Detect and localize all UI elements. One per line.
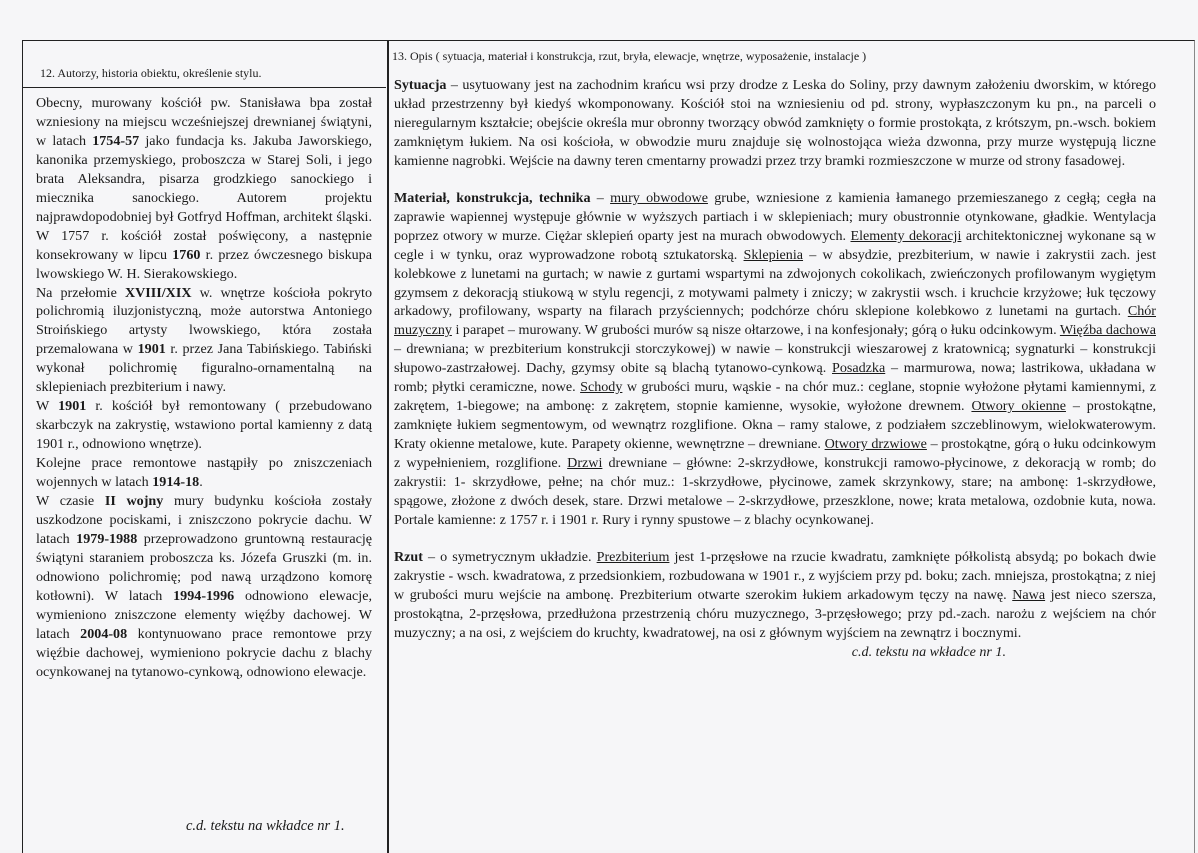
history-paragraph: Obecny, murowany kościół pw. Stanisława bpa został wzniesiony na miejscu wcześniejszej drewnianej świątyni, w latach 1754-57 jako fundacja ks. Jakuba Jaworskiego, kanonika przemyskiego, proboszcza w Starej Soli, i jego brata Aleksandra, pisarza grodzkiego sanockiego i miecznika sanockiego. Autorem projektu najprawdopodobniej był Gotfryd Hoffman, architekt śląski. W 1757 r. kościół został poświęcony, a następnie konsekrowany w lipcu 1760 r. przez ówczesnego biskupa lwowskiego W. H. Sierakowskiego. — [36, 95, 372, 282]
heading-divider — [22, 87, 386, 88]
situation-paragraph: Sytuacja – usytuowany jest na zachodnim krańcu wsi przy drodze z Leska do Soliny, przy dawnym założeniu dworskim, w którego układ przestrzenny był kiedyś wkomponowany. Kościół stoi na wzniesieniu od pd. strony, wypłaszczonym ku pn., na parceli o nieregularnym kształcie; obejście określa mur obronny tworzący obwód zamknięty o formie prostokąta, z krótszym, pn.-wsch. bokiem zamkniętym łukiem. Na osi kościoła, w obwodzie muru znajduje się wolnostojąca wieża dzwonna, przy murze występują liczne kamienne nagrobki. Wejście na dawny teren cmentarny prowadzi przez trzy bramki rozmieszczone w murze od strony fasadowej. — [394, 77, 1156, 169]
continued-note-left: c.d. tekstu na wkładce nr 1. — [186, 818, 345, 834]
section-13-heading: 13. Opis ( sytuacja, materiał i konstrukcja, rzut, bryła, elewacje, wnętrze, wyposażenie, instalacje ) — [392, 49, 867, 63]
material-paragraph: Materiał, konstrukcja, technika – mury obwodowe grube, wzniesione z kamienia łamanego przemieszanego z cegłą; cegła na zaprawie wapiennej występuje głównie w wyższych partiach i w sklepieniach; mury obustronnie otynkowane, gładkie. Wentylacja poprzez otwory w murze. Ciężar sklepień oparty jest na murach obwodowych. Elementy dekoracji architektonicznej wykonane są w cegle i w tynku, oraz wyprowadzone robotą sztukatorską. Sklepienia – w absydzie, prezbiterium, w nawie i zakrystii zach. jest kolebkowe z lunetami na gurtach; w nawie z gurtami wspartymi na zdwojonych cokolikach, zwieńczonych profilowanym wygiętym gzymsem z dekoracją stiukową w stylu regencji, z motywami palmety i zniczy; w zakrystii wsch. i kruchcie krzyżowe; łuk tęczowy arkadowy, profilowany, wsparty na filarach przyściennych; podchórze chóru sklepione kolebkowo z lunetami na gurtach. Chór muzyczny i parapet – murowany. W grubości murów są nisze ołtarzowe, i na konfesjonały; górą o łuku odcinkowym. Więźba dachowa – drewniana; w prezbiterium konstrukcji storczykowej) w nawie – konstrukcji wieszarowej z kratownicą; sygnaturki – konstrukcji słupowo-zastrzałowej. Dachy, gzymsy obite są blachą tytanowo-cynkową. Posadzka – marmurowa, nowa; lastrikowa, układana w romb; płytki ceramiczne, nowe. Schody w grubości muru, wąskie - na chór muz.: ceglane, stopnie wyłożone płytami kamiennymi, z zakrętem, 1-biegowe; na ambonę: z zakrętem, stopnie kamienne, wysokie, wyłożone drewnem. Otwory okienne – prostokątne, zamknięte łukiem segmentowym, od wewnątrz rozglifione. Okna – ramy stalowe, z podziałem szczeblinowym, wielokwaterowym. Kraty okienne metalowe, kute. Parapety okienne, wewnętrzne – drewniane. Otwory drzwiowe – prostokątne, górą o łuku odcinkowym z wypełnieniem, rozglifione. Drzwi drewniane – główne: 2-skrzydłowe, konstrukcji ramowo-płycinowe, z dekoracją w romb; do zakrystii: 1- skrzydłowe, pełne; na chór muz.: 1-skrzydłowe, płycinowe, zamek skrzynkowy, stare; na ambonę: 1-skrzydłowe, spągowe, złożone z dwóch desek, stare. Drzwi metalowe – 2-skrzydłowe, przeszklone, nowe; krata metalowa, ozdobnie kuta, nowa. Portale kamienne: z 1757 r. i 1901 r. Rury i rynny spustowe – z blachy ocynkowanej. — [394, 189, 1157, 528]
history-paragraph: W 1901 r. kościół był remontowany ( przebudowano skarbczyk na zakrystię, wstawiono portal kamienny z datą 1901 r., odnowiono wnętrze). — [36, 398, 372, 453]
section-12-heading: 12. Autorzy, historia obiektu, określenie stylu. — [40, 66, 262, 80]
description-text — [394, 76, 1156, 662]
history-paragraph: Na przełomie XVIII/XIX w. wnętrze kościoła pokryto polichromią iluzjonistyczną, może autorstwa Antoniego Stroińskiego artysty lwowskiego, która została przemalowana w 1901 r. przez Jana Tabińskiego. Tabiński wykonał polichromię figuralno-ornamentalną na sklepieniach prezbiterium i nawy. — [36, 284, 373, 396]
history-text — [36, 94, 372, 682]
history-paragraph: Kolejne prace remontowe nastąpiły po zniszczeniach wojennych w latach 1914-18. — [36, 455, 372, 491]
continued-note-right: c.d. tekstu na wkładce nr 1. — [851, 643, 1006, 660]
plan-paragraph: Rzut – o symetrycznym układzie. Prezbiterium jest 1-przęsłowe na rzucie kwadratu, zamknięte półkolistą absydą; po bokach dwie zakrystie - wsch. kwadratowa, z przedsionkiem, rozbudowana w 1901 r., z wyjściem przy pd. boku; zach. mniejsza, prostokątna; z niej w grubości muru wejście na ambonę. Prezbiterium otwarte szerokim łukiem arkadowym tęczy na nawę. Nawa jest nieco szersza, prostokątna, 2-przęsłowa, przedłużona przestrzenią chóru muzycznego, 3-przęsłowego; przy pd.-zach. narożu z wejściem na chór muzyczny; a na osi, z wejściem do kruchty, kwadratowej, na osi z głównym wyjściem na zewnątrz i bocznymi. — [394, 548, 1156, 641]
history-paragraph: W czasie II wojny mury budynku kościoła zostały uszkodzone pociskami, i zniszczono pokrycie dachu. W latach 1979-1988 przeprowadzono gruntowną restaurację świątyni staraniem proboszcza ks. Józefa Gruszki (m. in. odnowiono polichromię; pod nawą urządzono komorę kotłowni). W latach 1994-1996 odnowiono elewacje, wymieniono zniszczone elementy więźby dachowej. W latach 2004-08 kontynuowano prace remontowe przy więźbie dachowej, wymieniono pokrycie dachu z blachy ocynkowanej na tytanowo-cynkową, odnowiono elewacje. — [36, 493, 373, 680]
